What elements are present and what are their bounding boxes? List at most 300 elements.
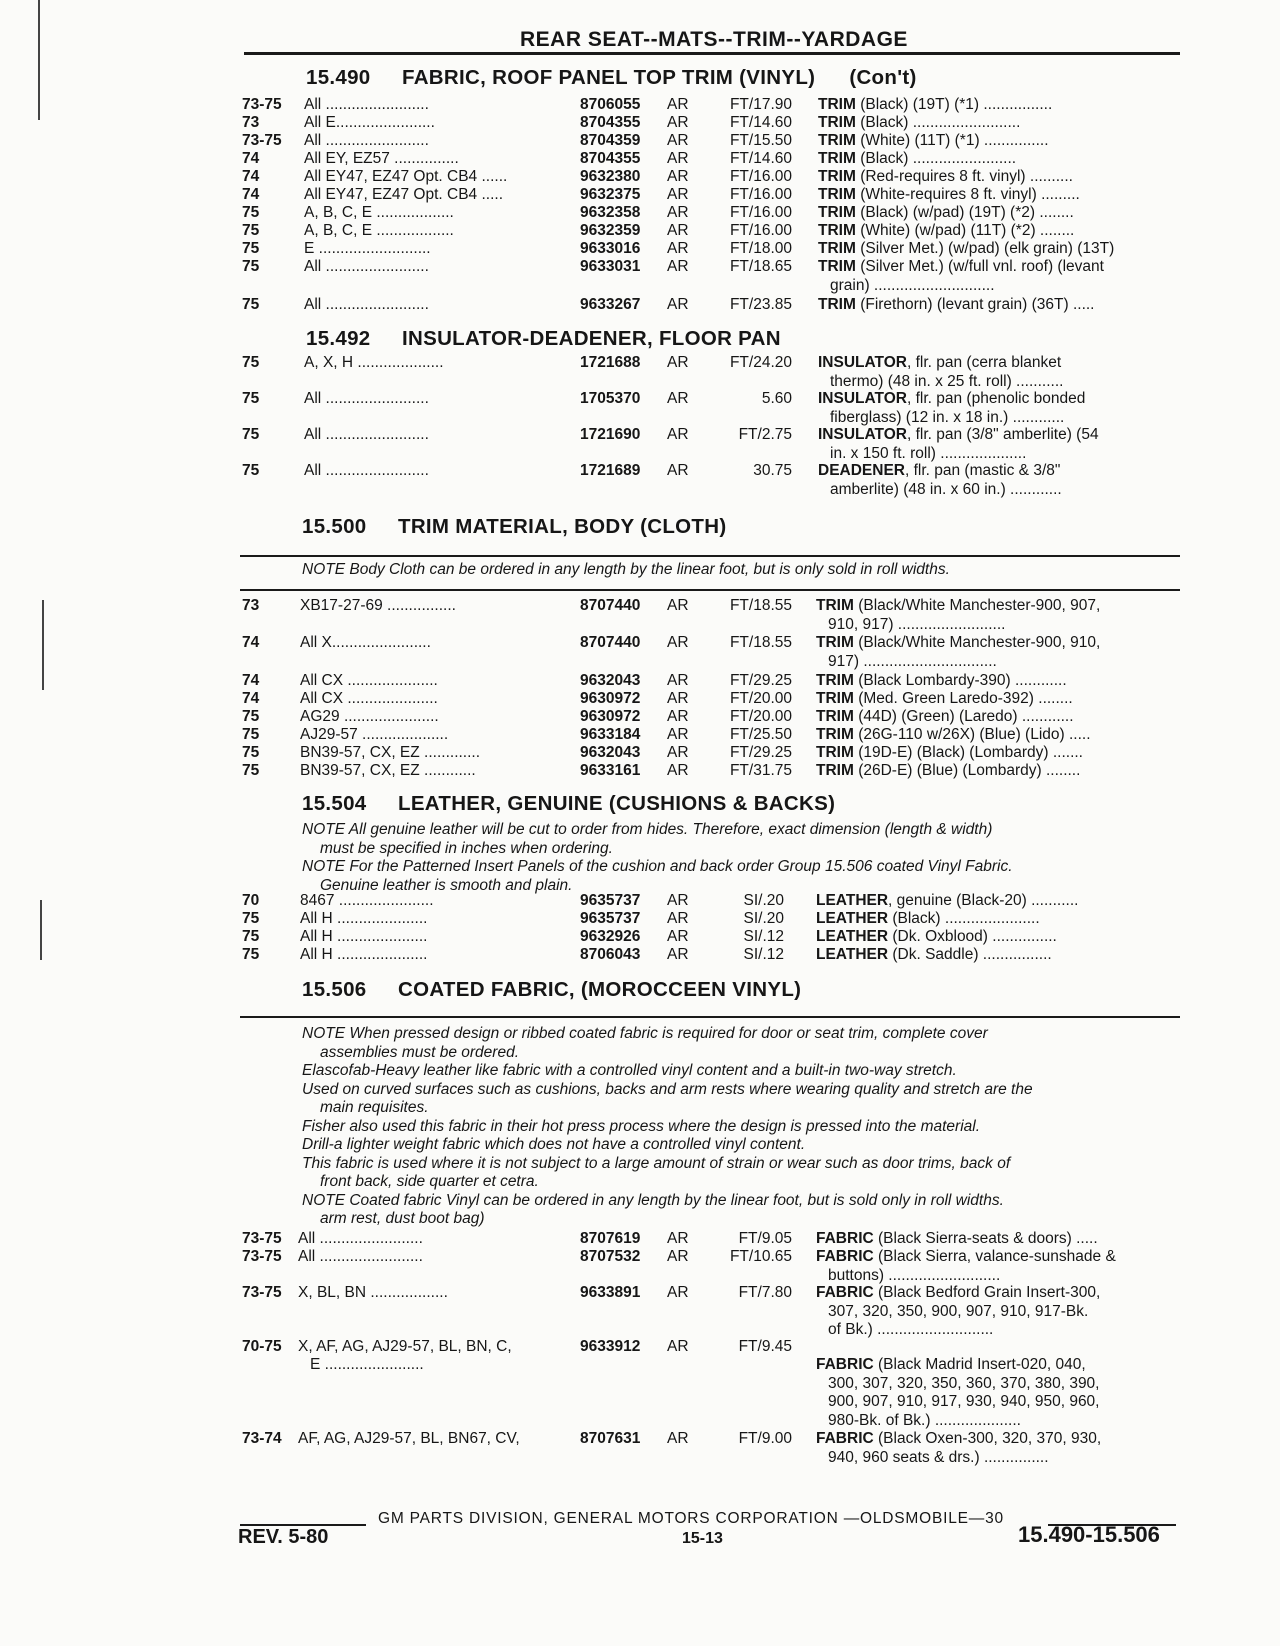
section-number: 15.506 bbox=[302, 978, 367, 1001]
note-line: arm rest, dust boot bag) bbox=[320, 1210, 485, 1227]
price: FT/16.00 bbox=[729, 204, 792, 221]
description-line bbox=[818, 150, 1170, 169]
quantity: AR bbox=[667, 390, 689, 407]
model-codes: All H ..................... bbox=[300, 910, 428, 927]
item-type-label: INSULATOR bbox=[818, 354, 907, 371]
model-codes: All ........................ bbox=[304, 258, 429, 275]
description-line bbox=[818, 426, 1170, 445]
item-type-label: LEATHER bbox=[816, 928, 889, 945]
model-year: 70 bbox=[242, 892, 260, 909]
description-line: grain) ............................ bbox=[830, 276, 995, 294]
note-line: NOTE For the Patterned Insert Panels of the cushion and back order Group 15.506 coated Vinyl Fabric. bbox=[302, 858, 1013, 875]
model-codes: All ........................ bbox=[304, 96, 429, 113]
quantity: AR bbox=[667, 426, 689, 443]
note-line: Drill-a lighter weight fabric which does not have a controlled vinyl content. bbox=[302, 1136, 806, 1153]
description-line bbox=[816, 1356, 1168, 1375]
price: FT/18.00 bbox=[729, 240, 792, 257]
model-year: 70-75 bbox=[242, 1338, 282, 1355]
part-description bbox=[818, 168, 1170, 187]
price: SI/.20 bbox=[743, 910, 784, 927]
model-codes: All ........................ bbox=[304, 426, 429, 443]
item-type-label: DEADENER bbox=[818, 462, 905, 479]
model-year: 74 bbox=[242, 672, 260, 689]
description-line bbox=[816, 744, 1168, 763]
quantity: AR bbox=[667, 762, 689, 779]
quantity: AR bbox=[667, 690, 689, 707]
description-text: (Black) ...................... bbox=[888, 910, 1040, 927]
description-text: , genuine (Black-20) ........... bbox=[888, 892, 1079, 909]
part-number: 8706043 bbox=[580, 946, 641, 963]
item-type-label: LEATHER bbox=[816, 892, 889, 909]
description-text: (Black Madrid Insert-020, 040, bbox=[873, 1356, 1086, 1373]
item-type-label: INSULATOR bbox=[818, 426, 907, 443]
page-title: REAR SEAT--MATS--TRIM--YARDAGE bbox=[520, 28, 908, 51]
section-notes bbox=[302, 1025, 1182, 1229]
quantity: AR bbox=[667, 744, 689, 761]
model-year: 75 bbox=[242, 462, 260, 479]
part-number: 1705370 bbox=[580, 390, 641, 407]
model-year: 74 bbox=[242, 150, 260, 167]
description-line bbox=[818, 240, 1170, 259]
model-codes: E .......................... bbox=[304, 240, 431, 257]
item-type-label: TRIM bbox=[818, 150, 856, 167]
description-line bbox=[816, 928, 1168, 947]
item-type-label: FABRIC bbox=[816, 1230, 874, 1247]
price: FT/9.45 bbox=[738, 1338, 792, 1355]
description-line bbox=[816, 634, 1168, 653]
section-continued: (Con't) bbox=[849, 66, 917, 89]
part-number: 9633016 bbox=[580, 240, 641, 257]
item-type-label: TRIM bbox=[818, 96, 856, 113]
price: FT/31.75 bbox=[729, 762, 792, 779]
quantity: AR bbox=[667, 672, 689, 689]
description-line bbox=[818, 462, 1170, 481]
model-codes: All X....................... bbox=[300, 634, 431, 651]
note-line: This fabric is used where it is not subject to a large amount of strain or wear such as door trims, back of bbox=[302, 1154, 1011, 1172]
model-codes: AJ29-57 .................... bbox=[300, 726, 449, 743]
description-text: (26D-E) (Blue) (Lombardy) ........ bbox=[853, 762, 1081, 779]
description-text: (44D) (Green) (Laredo) ............ bbox=[853, 708, 1074, 725]
section-rule bbox=[240, 589, 1180, 591]
quantity: AR bbox=[667, 910, 689, 927]
note-line: front back, side quarter et cetra. bbox=[320, 1173, 539, 1190]
description-text: (Dk. Saddle) ................ bbox=[888, 946, 1052, 963]
model-year: 73-75 bbox=[242, 1284, 282, 1301]
part-number: 9630972 bbox=[580, 708, 641, 725]
item-type-label: TRIM bbox=[818, 296, 856, 313]
part-description bbox=[818, 426, 1170, 463]
section-number: 15.504 bbox=[302, 792, 367, 815]
description-line: 307, 320, 350, 900, 907, 910, 917-Bk. bbox=[828, 1302, 1089, 1320]
price: FT/2.75 bbox=[738, 426, 792, 443]
description-text: (White) (w/pad) (11T) (*2) ........ bbox=[855, 222, 1075, 239]
price: FT/16.00 bbox=[729, 186, 792, 203]
description-line bbox=[816, 597, 1168, 616]
part-description bbox=[816, 910, 1168, 929]
description-line bbox=[818, 354, 1170, 373]
item-type-label: FABRIC bbox=[816, 1356, 874, 1373]
description-line bbox=[816, 910, 1168, 929]
price: FT/16.00 bbox=[729, 168, 792, 185]
part-number: 9633912 bbox=[580, 1338, 641, 1355]
part-description bbox=[816, 708, 1168, 727]
section-heading-15-490 bbox=[306, 66, 917, 90]
quantity: AR bbox=[667, 1430, 689, 1447]
model-codes: A, B, C, E .................. bbox=[304, 222, 454, 239]
price: FT/23.85 bbox=[729, 296, 792, 313]
model-year: 74 bbox=[242, 186, 260, 203]
description-line bbox=[818, 96, 1170, 115]
quantity: AR bbox=[667, 634, 689, 651]
model-codes: All H ..................... bbox=[300, 928, 428, 945]
description-line bbox=[816, 946, 1168, 965]
note-line: must be specified in inches when ordering. bbox=[320, 839, 613, 857]
description-line: in. x 150 ft. roll) .................... bbox=[830, 444, 1027, 462]
part-number: 1721689 bbox=[580, 462, 641, 479]
part-description bbox=[816, 726, 1168, 745]
model-year: 73-75 bbox=[242, 96, 282, 113]
quantity: AR bbox=[667, 114, 689, 131]
description-text: (Red-requires 8 ft. vinyl) .......... bbox=[855, 168, 1073, 185]
item-type-label: TRIM bbox=[816, 597, 854, 614]
item-type-label: TRIM bbox=[818, 240, 856, 257]
item-type-label: TRIM bbox=[816, 634, 854, 651]
part-number: 9635737 bbox=[580, 892, 641, 909]
price: FT/29.25 bbox=[729, 672, 792, 689]
section-number: 15.492 bbox=[306, 327, 371, 350]
model-year: 75 bbox=[242, 390, 260, 407]
description-line bbox=[818, 132, 1170, 151]
section-note bbox=[302, 561, 1182, 580]
price: FT/25.50 bbox=[729, 726, 792, 743]
quantity: AR bbox=[667, 1248, 689, 1265]
part-description bbox=[816, 1230, 1168, 1249]
description-line bbox=[818, 204, 1170, 223]
description-text: (Silver Met.) (w/pad) (elk grain) (13T) bbox=[855, 240, 1115, 257]
description-text: (Black) (19T) (*1) ................ bbox=[855, 96, 1053, 113]
model-codes: BN39-57, CX, EZ ............. bbox=[300, 744, 481, 761]
model-codes: All ........................ bbox=[304, 296, 429, 313]
description-text: (Dk. Oxblood) ............... bbox=[888, 928, 1057, 945]
model-codes: A, B, C, E .................. bbox=[304, 204, 454, 221]
price: FT/14.60 bbox=[729, 114, 792, 131]
part-number: 9632926 bbox=[580, 928, 641, 945]
price: SI/.20 bbox=[743, 892, 784, 909]
model-year: 73 bbox=[242, 597, 260, 614]
model-year: 74 bbox=[242, 634, 260, 651]
model-year: 73-75 bbox=[242, 132, 282, 149]
section-rule bbox=[240, 555, 1180, 557]
section-title: FABRIC, ROOF PANEL TOP TRIM (VINYL) bbox=[402, 66, 816, 89]
model-codes: AF, AG, AJ29-57, BL, BN67, CV, bbox=[298, 1430, 520, 1447]
description-line: buttons) .......................... bbox=[828, 1266, 1001, 1284]
item-type-label: LEATHER bbox=[816, 910, 889, 927]
quantity: AR bbox=[667, 892, 689, 909]
part-description bbox=[818, 132, 1170, 151]
description-text: (Black/White Manchester-900, 907, bbox=[853, 597, 1101, 614]
part-description bbox=[816, 690, 1168, 709]
description-text: (26G-110 w/26X) (Blue) (Lido) ..... bbox=[853, 726, 1091, 743]
description-line bbox=[816, 762, 1168, 781]
description-line bbox=[816, 892, 1168, 911]
quantity: AR bbox=[667, 1338, 689, 1355]
price: FT/18.55 bbox=[729, 634, 792, 651]
price: FT/9.05 bbox=[738, 1230, 792, 1247]
note-line: assemblies must be ordered. bbox=[320, 1043, 520, 1061]
description-text: (Med. Green Laredo-392) ........ bbox=[853, 690, 1073, 707]
quantity: AR bbox=[667, 222, 689, 239]
quantity: AR bbox=[667, 946, 689, 963]
model-year: 75 bbox=[242, 762, 260, 779]
price: FT/20.00 bbox=[729, 708, 792, 725]
page-number: 15-13 bbox=[682, 1530, 723, 1547]
item-type-label: TRIM bbox=[816, 744, 854, 761]
quantity: AR bbox=[667, 354, 689, 371]
item-type-label: TRIM bbox=[818, 258, 856, 275]
item-type-label: FABRIC bbox=[816, 1248, 874, 1265]
part-number: 9632043 bbox=[580, 672, 641, 689]
quantity: AR bbox=[667, 186, 689, 203]
price: FT/18.55 bbox=[729, 597, 792, 614]
part-number: 8706055 bbox=[580, 96, 641, 113]
description-line bbox=[818, 114, 1170, 133]
description-text: (Black) (w/pad) (19T) (*2) ........ bbox=[855, 204, 1074, 221]
part-number: 9632043 bbox=[580, 744, 641, 761]
model-year: 75 bbox=[242, 946, 260, 963]
price: FT/24.20 bbox=[729, 354, 792, 371]
description-text: (19D-E) (Black) (Lombardy) ....... bbox=[853, 744, 1083, 761]
footer-corporation: GM PARTS DIVISION, GENERAL MOTORS CORPORATION —OLDSMOBILE—30 bbox=[378, 1510, 1004, 1527]
part-description bbox=[818, 462, 1170, 499]
item-type-label: LEATHER bbox=[816, 946, 889, 963]
part-number: 9630972 bbox=[580, 690, 641, 707]
item-type-label: TRIM bbox=[816, 762, 854, 779]
part-description bbox=[818, 96, 1170, 115]
description-line: 980-Bk. of Bk.) .................... bbox=[828, 1411, 1021, 1429]
part-number: 9633184 bbox=[580, 726, 641, 743]
description-text: , flr. pan (phenolic bonded bbox=[906, 390, 1086, 407]
part-description bbox=[816, 1284, 1168, 1340]
section-range: 15.490-15.506 bbox=[1018, 1522, 1160, 1547]
description-line: of Bk.) ........................... bbox=[828, 1321, 994, 1338]
model-year: 75 bbox=[242, 204, 260, 221]
part-description bbox=[818, 222, 1170, 241]
note-line: Used on curved surfaces such as cushions, backs and arm rests where wearing quality and stretch are the bbox=[302, 1080, 1033, 1098]
item-type-label: TRIM bbox=[818, 168, 856, 185]
part-number: 9632359 bbox=[580, 222, 641, 239]
description-line bbox=[818, 390, 1170, 409]
price: 30.75 bbox=[753, 462, 792, 479]
description-line bbox=[816, 708, 1168, 727]
note-line: main requisites. bbox=[320, 1099, 429, 1116]
description-line: amberlite) (48 in. x 60 in.) ............ bbox=[830, 480, 1062, 498]
quantity: AR bbox=[667, 1230, 689, 1247]
scan-margin-mark bbox=[42, 600, 44, 690]
part-description bbox=[818, 150, 1170, 169]
part-number: 9633891 bbox=[580, 1284, 641, 1301]
quantity: AR bbox=[667, 726, 689, 743]
model-codes: All ........................ bbox=[298, 1230, 423, 1247]
model-codes: All H ..................... bbox=[300, 946, 428, 963]
part-number: 8704359 bbox=[580, 132, 641, 149]
part-description bbox=[816, 1430, 1168, 1467]
model-year: 75 bbox=[242, 296, 260, 313]
model-codes: X, AF, AG, AJ29-57, BL, BN, C, bbox=[298, 1338, 512, 1355]
part-description bbox=[818, 240, 1170, 259]
note-line: Fisher also used this fabric in their hot press process where the design is pressed into the material. bbox=[302, 1117, 981, 1135]
quantity: AR bbox=[667, 204, 689, 221]
price: SI/.12 bbox=[743, 928, 784, 945]
description-line: thermo) (48 in. x 25 ft. roll) ........... bbox=[830, 372, 1064, 390]
part-description bbox=[816, 946, 1168, 965]
description-text: (Black Oxen-300, 320, 370, 930, bbox=[873, 1430, 1102, 1447]
part-description bbox=[818, 390, 1170, 427]
description-text: (Black) ......................... bbox=[855, 114, 1021, 131]
price: FT/7.80 bbox=[738, 1284, 792, 1301]
note-line: Genuine leather is smooth and plain. bbox=[320, 876, 573, 894]
part-description bbox=[816, 928, 1168, 947]
note-line: NOTE All genuine leather will be cut to order from hides. Therefore, exact dimension (length & width) bbox=[302, 821, 993, 838]
part-description bbox=[818, 204, 1170, 223]
model-codes: BN39-57, CX, EZ ............ bbox=[300, 762, 476, 779]
quantity: AR bbox=[667, 168, 689, 185]
part-description bbox=[816, 1356, 1168, 1430]
section-notes bbox=[302, 821, 1182, 895]
model-year: 75 bbox=[242, 708, 260, 725]
quantity: AR bbox=[667, 708, 689, 725]
model-year: 75 bbox=[242, 928, 260, 945]
quantity: AR bbox=[667, 462, 689, 479]
description-line bbox=[816, 1248, 1168, 1267]
item-type-label: TRIM bbox=[818, 204, 856, 221]
description-line: 910, 917) ......................... bbox=[828, 615, 1006, 633]
description-text: (Black) ........................ bbox=[855, 150, 1017, 167]
item-type-label: FABRIC bbox=[816, 1284, 874, 1301]
part-number: 9633267 bbox=[580, 296, 641, 313]
price: 5.60 bbox=[761, 390, 792, 407]
revision-label: REV. 5-80 bbox=[238, 1526, 329, 1548]
model-codes: All E....................... bbox=[304, 114, 435, 131]
price: FT/9.00 bbox=[738, 1430, 792, 1447]
quantity: AR bbox=[667, 258, 689, 275]
part-number: 9632375 bbox=[580, 186, 641, 203]
model-codes: All EY47, EZ47 Opt. CB4 ..... bbox=[304, 186, 504, 203]
model-codes: All EY, EZ57 ............... bbox=[304, 150, 459, 167]
model-year: 74 bbox=[242, 690, 260, 707]
model-codes: All CX ..................... bbox=[300, 690, 438, 707]
description-line: fiberglass) (12 in. x 18 in.) ............ bbox=[830, 408, 1065, 426]
item-type-label: TRIM bbox=[816, 726, 854, 743]
note-line: NOTE When pressed design or ribbed coated fabric is required for door or seat trim, complete cover bbox=[302, 1025, 988, 1042]
item-type-label: INSULATOR bbox=[818, 390, 907, 407]
description-text: (Black Lombardy-390) ............ bbox=[853, 672, 1067, 689]
price: FT/10.65 bbox=[729, 1248, 792, 1265]
description-text: (White-requires 8 ft. vinyl) ......... bbox=[855, 186, 1080, 203]
item-type-label: TRIM bbox=[816, 672, 854, 689]
description-line bbox=[818, 168, 1170, 187]
model-year: 75 bbox=[242, 426, 260, 443]
quantity: AR bbox=[667, 1284, 689, 1301]
description-text: (White) (11T) (*1) ............... bbox=[855, 132, 1049, 149]
description-line bbox=[818, 296, 1170, 315]
price: FT/18.65 bbox=[729, 258, 792, 275]
price: FT/29.25 bbox=[729, 744, 792, 761]
quantity: AR bbox=[667, 132, 689, 149]
description-line: 940, 960 seats & drs.) ............... bbox=[828, 1448, 1049, 1466]
description-line bbox=[816, 1430, 1168, 1449]
description-text: (Firethorn) (levant grain) (36T) ..... bbox=[855, 296, 1095, 313]
part-description bbox=[818, 296, 1170, 315]
description-line bbox=[816, 1284, 1168, 1303]
scan-margin-mark bbox=[38, 0, 40, 120]
item-type-label: TRIM bbox=[816, 708, 854, 725]
section-heading-15-500 bbox=[302, 515, 726, 539]
model-year: 75 bbox=[242, 258, 260, 275]
part-description bbox=[816, 634, 1168, 671]
header-rule bbox=[244, 52, 1180, 55]
part-description bbox=[818, 186, 1170, 205]
price: FT/15.50 bbox=[729, 132, 792, 149]
section-title: TRIM MATERIAL, BODY (CLOTH) bbox=[398, 515, 727, 538]
part-description bbox=[816, 1248, 1168, 1285]
model-codes: AG29 ...................... bbox=[300, 708, 439, 725]
description-line bbox=[816, 690, 1168, 709]
part-number: 9633161 bbox=[580, 762, 641, 779]
model-codes: XB17-27-69 ................ bbox=[300, 597, 456, 614]
quantity: AR bbox=[667, 96, 689, 113]
description-line bbox=[816, 672, 1168, 691]
part-number: 8707619 bbox=[580, 1230, 641, 1247]
description-text: , flr. pan (cerra blanket bbox=[906, 354, 1062, 371]
quantity: AR bbox=[667, 240, 689, 257]
part-description bbox=[818, 114, 1170, 133]
model-codes: All CX ..................... bbox=[300, 672, 438, 689]
description-text: (Silver Met.) (w/full vnl. roof) (levant bbox=[855, 258, 1104, 275]
section-heading-15-492 bbox=[306, 327, 781, 351]
part-description bbox=[816, 744, 1168, 763]
item-type-label: TRIM bbox=[818, 222, 856, 239]
part-number: 9632358 bbox=[580, 204, 641, 221]
model-codes: All EY47, EZ47 Opt. CB4 ...... bbox=[304, 168, 508, 185]
description-line: 917) ............................... bbox=[828, 652, 997, 670]
part-number: 8707631 bbox=[580, 1430, 641, 1447]
part-number: 8704355 bbox=[580, 114, 641, 131]
model-year: 75 bbox=[242, 744, 260, 761]
part-number: 8704355 bbox=[580, 150, 641, 167]
part-number: 8707532 bbox=[580, 1248, 641, 1265]
price: FT/20.00 bbox=[729, 690, 792, 707]
description-text: (Black Sierra, valance-sunshade & bbox=[873, 1248, 1116, 1265]
description-line bbox=[818, 258, 1170, 277]
price: FT/14.60 bbox=[729, 150, 792, 167]
part-description bbox=[816, 672, 1168, 691]
model-year: 73 bbox=[242, 114, 260, 131]
price: FT/17.90 bbox=[729, 96, 792, 113]
model-year: 73-75 bbox=[242, 1230, 282, 1247]
description-line bbox=[818, 186, 1170, 205]
quantity: AR bbox=[667, 150, 689, 167]
section-title: LEATHER, GENUINE (CUSHIONS & BACKS) bbox=[398, 792, 836, 815]
model-year: 75 bbox=[242, 354, 260, 371]
item-type-label: TRIM bbox=[816, 690, 854, 707]
quantity: AR bbox=[667, 928, 689, 945]
model-year: 75 bbox=[242, 240, 260, 257]
section-title: COATED FABRIC, (MOROCCEEN VINYL) bbox=[398, 978, 802, 1001]
price: SI/.12 bbox=[743, 946, 784, 963]
price: FT/16.00 bbox=[729, 222, 792, 239]
model-year: 73-74 bbox=[242, 1430, 282, 1447]
part-number: 9633031 bbox=[580, 258, 641, 275]
